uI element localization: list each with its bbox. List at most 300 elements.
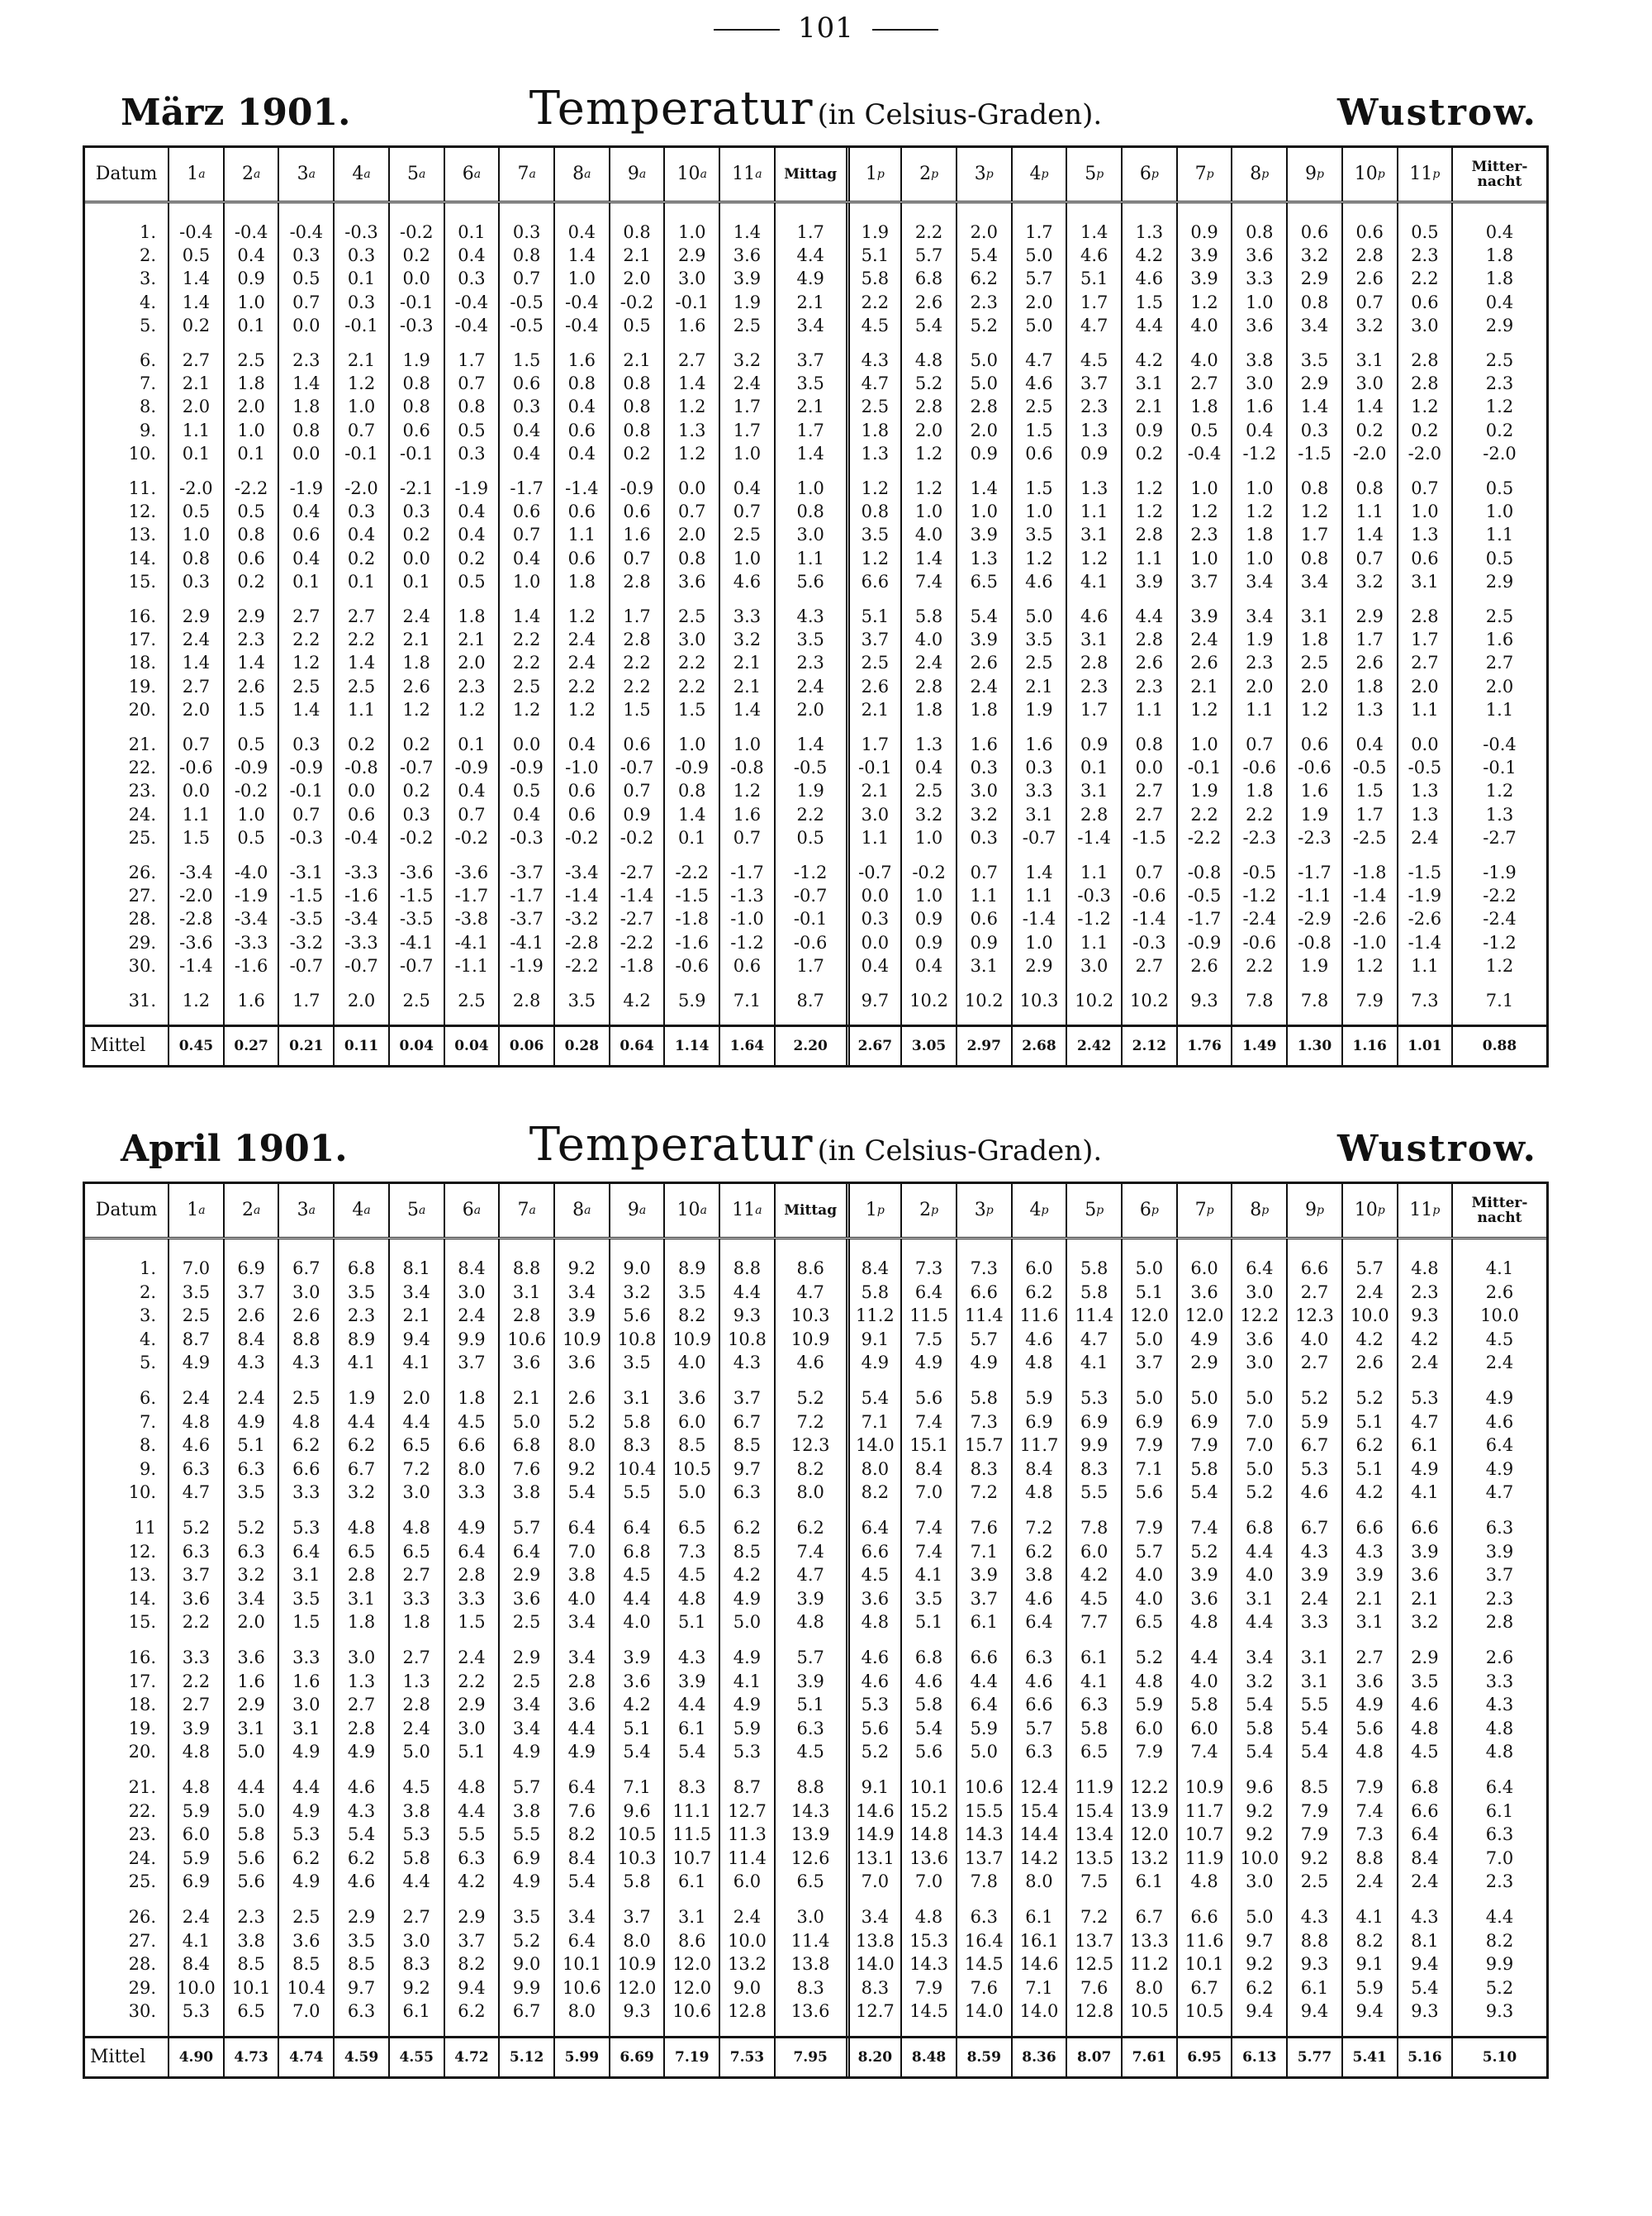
temperature-cell: 0.1 [292,571,320,592]
temperature-cell: 2.6 [1485,1648,1514,1667]
temperature-cell: 3.7 [970,1588,998,1609]
column-header-5p: 5 p [1066,148,1121,201]
temperature-cell: 3.9 [1190,269,1218,289]
temperature-cell: 3.9 [1355,1565,1384,1586]
temperature-cell: 9.3 [623,2001,651,2022]
date-cell: 9. [140,420,157,440]
temperature-cell: 8.5 [733,1435,762,1456]
temperature-cell: 0.4 [458,525,486,545]
column-2a [223,1239,278,2036]
temperature-cell: 1.3 [861,443,890,464]
temperature-cell: 3.9 [733,269,762,289]
temperature-cell: -0.3 [1077,886,1111,906]
temperature-cell: 6.9 [182,1871,211,1892]
temperature-cell: 9.2 [1246,1800,1274,1821]
temperature-cell: 14.6 [855,1800,895,1821]
temperature-cell: 4.8 [1485,1718,1514,1738]
temperature-cell: -3.4 [344,909,378,930]
temperature-cell: 7.4 [1190,1742,1218,1762]
temperature-cell: 2.8 [512,1305,541,1326]
temperature-cell: -0.9 [510,758,544,778]
temperature-cell: 8.0 [796,1482,824,1503]
temperature-cell: 0.3 [182,571,211,592]
temperature-cell: 2.1 [861,781,890,801]
temperature-cell: 2.3 [1135,676,1164,697]
mittel-value: 5.12 [498,2038,553,2076]
temperature-cell: 5.8 [237,1824,265,1845]
temperature-cell: 1.6 [1485,630,1514,650]
temperature-cell: 8.3 [796,1977,824,1998]
column-3a [278,1239,333,2036]
date-cell: 13. [128,525,157,545]
temperature-cell: 6.4 [567,1930,596,1951]
temperature-cell: 8.0 [567,2001,596,2022]
temperature-cell: 5.3 [1411,1388,1439,1408]
temperature-cell: 0.6 [733,955,762,976]
temperature-cell: 4.8 [1411,1258,1439,1278]
temperature-cell: 1.7 [861,735,890,754]
temperature-cell: 6.3 [182,1458,211,1479]
temperature-cell: 4.9 [1485,1458,1514,1479]
temperature-cell: 3.3 [1246,269,1274,289]
temperature-cell: 10.2 [964,991,1004,1011]
temperature-cell: 1.7 [1411,630,1439,650]
temperature-cell: 6.6 [861,571,890,592]
temperature-cell: 5.6 [1135,1482,1164,1503]
temperature-cell: 3.9 [796,1588,824,1609]
mittel-value: 5.16 [1397,2038,1452,2076]
temperature-cell: 1.8 [458,606,486,626]
temperature-cell: 5.1 [458,1742,486,1762]
temperature-cell: 4.4 [678,1695,706,1715]
temperature-cell: 6.1 [678,1871,706,1892]
temperature-cell: 5.8 [1190,1695,1218,1715]
temperature-cell: 2.4 [970,676,998,697]
temperature-cell: 4.9 [733,1648,762,1667]
temperature-cell: 1.1 [1080,932,1108,953]
temperature-cell: 1.1 [1080,502,1108,522]
temperature-cell: 0.0 [1135,758,1164,778]
temperature-cell: 4.3 [1411,1907,1439,1927]
temperature-cell: 4.2 [623,1695,651,1715]
temperature-cell: 1.2 [458,699,486,720]
temperature-cell: 1.4 [796,443,824,464]
temperature-cell: -0.2 [912,863,946,882]
temperature-cell: 5.2 [796,1388,824,1408]
temperature-cell: 0.7 [1411,478,1439,498]
mittel-value: 7.19 [663,2038,719,2076]
mittel-value: 2.97 [956,1027,1011,1065]
temperature-cell: 8.6 [796,1258,824,1278]
temperature-cell: 4.5 [1080,350,1108,370]
temperature-cell: 3.9 [623,1648,651,1667]
temperature-cell: 4.1 [402,1353,430,1373]
temperature-cell: 1.2 [1485,955,1514,976]
temperature-cell: 5.7 [512,1777,541,1797]
temperature-cell: 10.3 [617,1847,657,1868]
temperature-cell: 3.2 [733,630,762,650]
temperature-cell: 2.7 [1485,653,1514,673]
mittel-value: 8.20 [846,2038,901,2076]
temperature-cell: 6.3 [237,1541,265,1562]
temperature-cell: 4.9 [292,1742,320,1762]
temperature-cell: 1.1 [1246,699,1274,720]
temperature-cell: -0.7 [620,758,654,778]
temperature-cell: 4.9 [182,1353,211,1373]
temperature-cell: 3.0 [292,1282,320,1302]
temperature-cell: 5.6 [623,1305,651,1326]
temperature-cell: 2.3 [1080,676,1108,697]
temperature-cell: 13.5 [1075,1847,1114,1868]
temperature-cell: 6.5 [678,1518,706,1538]
temperature-cell: 1.6 [733,804,762,825]
temperature-cell: 2.3 [1485,373,1514,394]
temperature-cell: 3.7 [733,1388,762,1408]
temperature-cell: 3.4 [1246,606,1274,626]
temperature-cell: 0.4 [914,758,943,778]
column-header-3a: 3 a [278,1184,333,1237]
temperature-cell: 10.5 [1184,2001,1224,2022]
temperature-cell: 5.4 [970,606,998,626]
temperature-cell: 3.3 [292,1482,320,1503]
temperature-cell: 1.2 [1025,548,1053,568]
temperature-cell: 6.4 [1485,1435,1514,1456]
column-header-6a: 6 a [444,148,499,201]
column-header-mitter-nacht: Mitter- nacht [1451,1184,1546,1237]
temperature-cell: 4.7 [861,373,890,394]
temperature-cell: 7.6 [970,1518,998,1538]
temperature-cell: 3.0 [292,1695,320,1715]
temperature-cell: -3.7 [510,909,544,930]
temperature-cell: 2.6 [970,653,998,673]
temperature-cell: 2.4 [796,676,824,697]
temperature-cell: 2.1 [458,630,486,650]
temperature-cell: 4.8 [1025,1353,1053,1373]
temperature-cell: 3.2 [970,804,998,825]
temperature-cell: 5.2 [1246,1482,1274,1503]
column-header-3a: 3 a [278,148,333,201]
temperature-cell: 1.5 [237,699,265,720]
temperature-cell: 0.8 [1355,478,1384,498]
mittel-value: 2.68 [1011,1027,1066,1065]
temperature-cell: 2.4 [1411,1353,1439,1373]
column-header-1a: 1 a [168,148,223,201]
temperature-cell: 3.5 [796,630,824,650]
date-cell: 9. [140,1458,157,1479]
temperature-cell: 10.9 [672,1329,712,1349]
temperature-cell: 6.5 [402,1541,430,1562]
temperature-cell: 1.0 [182,525,211,545]
temperature-cell: -0.1 [675,292,709,312]
temperature-cell: 0.5 [1190,420,1218,440]
temperature-cell: 7.0 [1246,1411,1274,1432]
temperature-cell: 3.1 [512,1282,541,1302]
temperature-cell: 3.8 [1246,350,1274,370]
temperature-cell: 2.9 [512,1648,541,1667]
temperature-cell: 4.8 [458,1777,486,1797]
temperature-cell: 15.4 [1019,1800,1059,1821]
temperature-cell: 1.5 [678,699,706,720]
temperature-cell: 8.7 [796,991,824,1011]
temperature-cell: -0.6 [179,758,213,778]
temperature-cell: 15.1 [909,1435,948,1456]
temperature-cell: 12.0 [1130,1305,1169,1326]
temperature-cell: 1.5 [1025,420,1053,440]
temperature-cell: 3.7 [796,350,824,370]
temperature-cell: 0.4 [567,397,596,417]
temperature-cell: 9.3 [1190,991,1218,1011]
temperature-cell: 12.0 [672,1954,712,1975]
temperature-cell: 2.6 [567,1388,596,1408]
temperature-cell: 0.5 [237,827,265,848]
column-11a [719,203,774,1025]
temperature-cell: 2.4 [1411,827,1439,848]
temperature-cell: 8.2 [796,1458,824,1479]
temperature-cell: 6.3 [970,1907,998,1927]
temperature-cell: 4.9 [1190,1329,1218,1349]
temperature-cell: 1.5 [1135,292,1164,312]
temperature-cell: 1.6 [1246,397,1274,417]
temperature-cell: 1.2 [1246,502,1274,522]
temperature-cell: 2.3 [237,1907,265,1927]
temperature-cell: 2.8 [970,397,998,417]
temperature-cell: 6.0 [1025,1258,1053,1278]
temperature-cell: 6.6 [458,1435,486,1456]
temperature-cell: 9.3 [1411,1305,1439,1326]
temperature-cell: 0.7 [292,292,320,312]
temperature-cell: 0.3 [512,222,541,242]
temperature-cell: 1.8 [914,699,943,720]
temperature-cell: 5.8 [623,1411,651,1432]
temperature-cell: 5.1 [237,1435,265,1456]
temperature-cell: 2.1 [182,373,211,394]
column-header-4p: 4 p [1011,148,1066,201]
temperature-cell: 4.7 [1485,1482,1514,1503]
temperature-cell: 2.3 [796,653,824,673]
temperature-cell: 3.7 [1190,571,1218,592]
temperature-cell: 2.3 [1411,1282,1439,1302]
temperature-cell: 9.2 [567,1258,596,1278]
temperature-cell: 7.4 [914,571,943,592]
temperature-cell: 5.8 [970,1388,998,1408]
temperature-cell: 2.4 [237,1388,265,1408]
temperature-cell: -1.7 [454,886,489,906]
temperature-cell: 10.0 [1350,1305,1389,1326]
temperature-cell: 4.6 [347,1871,376,1892]
temperature-cell: 1.4 [182,292,211,312]
temperature-cell: 1.7 [796,955,824,976]
temperature-cell: 8.4 [1025,1458,1053,1479]
temperature-cell: 2.6 [1355,269,1384,289]
temperature-cell: 5.3 [1080,1388,1108,1408]
temperature-cell: -1.2 [793,863,828,882]
temperature-cell: 4.7 [182,1482,211,1503]
column-mitter-nacht [1451,203,1546,1025]
temperature-cell: 2.7 [1135,781,1164,801]
temperature-cell: 6.6 [1190,1907,1218,1927]
temperature-cell: 2.5 [512,676,541,697]
temperature-cell: 5.8 [861,269,890,289]
temperature-cell: 1.4 [678,804,706,825]
column-5a [388,203,444,1025]
temperature-cell: 0.6 [623,735,651,754]
temperature-cell: -0.2 [620,292,654,312]
column-6a [444,1239,499,2036]
temperature-cell: 2.1 [1025,676,1053,697]
temperature-cell: 2.0 [970,420,998,440]
date-cell: 20. [128,699,157,720]
date-cell: 19. [128,1718,157,1738]
temperature-cell: 3.3 [402,1588,430,1609]
mittel-value: 0.64 [609,1027,664,1065]
temperature-cell: 3.0 [796,525,824,545]
temperature-cell: 6.4 [512,1541,541,1562]
temperature-cell: 2.1 [796,397,824,417]
temperature-cell: 6.5 [402,1435,430,1456]
temperature-cell: 0.7 [347,420,376,440]
temperature-cell: 1.2 [1135,478,1164,498]
temperature-cell: 5.8 [914,606,943,626]
temperature-cell: 0.2 [1135,443,1164,464]
temperature-cell: 3.0 [458,1282,486,1302]
temperature-cell: 3.1 [1355,1612,1384,1633]
column-2p [900,203,956,1025]
temperature-cell: 3.0 [402,1482,430,1503]
column-header-3p: 3 p [956,1184,1011,1237]
temperature-cell: 2.2 [678,653,706,673]
temperature-cell: -1.9 [1483,863,1517,882]
temperature-cell: -3.6 [454,863,489,882]
column-header-7p: 7 p [1176,1184,1232,1237]
temperature-cell: 2.7 [678,350,706,370]
temperature-cell: -0.5 [1408,758,1442,778]
date-cell: 11. [128,478,157,498]
temperature-cell: 1.4 [796,735,824,754]
column-7p [1176,203,1232,1025]
temperature-cell: 4.4 [292,1777,320,1797]
temperature-cell: 5.8 [914,1695,943,1715]
mittel-value: 5.10 [1451,2038,1546,2076]
temperature-cell: 4.5 [796,1742,824,1762]
temperature-cell: 4.9 [1411,1458,1439,1479]
temperature-cell: 0.1 [237,315,265,335]
temperature-cell: 0.5 [1485,548,1514,568]
temperature-cell: 15.5 [964,1800,1004,1821]
temperature-cell: 3.1 [292,1718,320,1738]
temperature-cell: 0.2 [402,781,430,801]
temperature-cell: 2.6 [1485,1282,1514,1302]
temperature-cell: 2.6 [1190,955,1218,976]
temperature-cell: 3.1 [1300,1648,1329,1667]
temperature-cell: 2.5 [1300,1871,1329,1892]
temperature-cell: 3.1 [1080,630,1108,650]
temperature-cell: 5.1 [861,606,890,626]
temperature-cell: 2.9 [237,1695,265,1715]
temperature-cell: -2.0 [344,478,378,498]
column-9p [1286,203,1341,1025]
temperature-cell: -1.4 [1352,886,1387,906]
temperature-cell: 14.6 [1019,1954,1059,1975]
temperature-cell: 8.3 [1080,1458,1108,1479]
temperature-cell: 6.5 [237,2001,265,2022]
temperature-cell: 3.1 [292,1565,320,1586]
temperature-cell: 3.6 [512,1353,541,1373]
temperature-cell: 0.5 [796,827,824,848]
temperature-cell: -0.1 [344,315,378,335]
date-cell: 1. [140,222,157,242]
temperature-cell: 6.1 [1411,1435,1439,1456]
temperature-cell: 2.8 [623,630,651,650]
temperature-cell: 2.5 [512,1671,541,1691]
temperature-cell: 2.8 [1485,1612,1514,1633]
temperature-cell: 7.3 [1411,991,1439,1011]
title-unit: (in Celsius-Graden). [817,1134,1103,1167]
temperature-cell: 1.3 [678,420,706,440]
temperature-cell: 2.4 [914,653,943,673]
column-11p [1397,1239,1452,2036]
temperature-cell: 2.1 [347,350,376,370]
temperature-cell: 4.7 [1411,1411,1439,1432]
temperature-cell: 0.6 [567,781,596,801]
temperature-cell: 7.0 [914,1871,943,1892]
temperature-cell: 6.3 [347,2001,376,2022]
temperature-cell: 1.8 [1246,525,1274,545]
temperature-cell: 4.7 [1025,350,1053,370]
temperature-cell: 6.3 [1485,1824,1514,1845]
temperature-cell: 2.9 [1300,269,1329,289]
temperature-cell: 6.1 [970,1612,998,1633]
temperature-cell: 0.1 [347,571,376,592]
temperature-cell: 0.0 [347,781,376,801]
temperature-cell: 0.6 [567,502,596,522]
temperature-cell: 4.5 [623,1565,651,1586]
temperature-cell: 0.3 [512,397,541,417]
temperature-cell: 6.4 [1025,1612,1053,1633]
temperature-cell: 1.1 [1355,502,1384,522]
temperature-cell: 9.0 [512,1954,541,1975]
temperature-cell: -0.1 [344,443,378,464]
temperature-cell: 10.1 [231,1977,271,1998]
temperature-cell: 1.2 [1190,699,1218,720]
temperature-cell: 13.6 [909,1847,948,1868]
temperature-cell: 1.2 [914,478,943,498]
temperature-cell: -3.4 [565,863,599,882]
temperature-cell: 4.2 [458,1871,486,1892]
temperature-cell: 0.8 [567,373,596,394]
temperature-cell: 5.4 [914,315,943,335]
temperature-cell: -1.7 [1187,909,1222,930]
temperature-cell: 1.9 [796,781,824,801]
temperature-cell: 2.7 [1300,1282,1329,1302]
temperature-cell: 2.0 [237,1612,265,1633]
temperature-cell: 4.8 [292,1411,320,1432]
temperature-cell: 0.7 [1355,292,1384,312]
date-cell: 25. [128,827,157,848]
mittel-value: 4.74 [278,2038,333,2076]
column-7a [498,203,553,1025]
temperature-cell: 5.0 [237,1800,265,1821]
temperature-cell: 6.2 [1025,1541,1053,1562]
mittel-value: 2.12 [1121,1027,1176,1065]
temperature-cell: 6.0 [1080,1541,1108,1562]
temperature-cell: 3.2 [347,1482,376,1503]
temperature-cell: 1.4 [1355,525,1384,545]
temperature-cell: 5.8 [1080,1282,1108,1302]
temperature-cell: 4.4 [567,1718,596,1738]
temperature-cell: 10.2 [909,991,948,1011]
temperature-cell: -0.6 [793,932,828,953]
temperature-cell: 2.1 [1411,1588,1439,1609]
